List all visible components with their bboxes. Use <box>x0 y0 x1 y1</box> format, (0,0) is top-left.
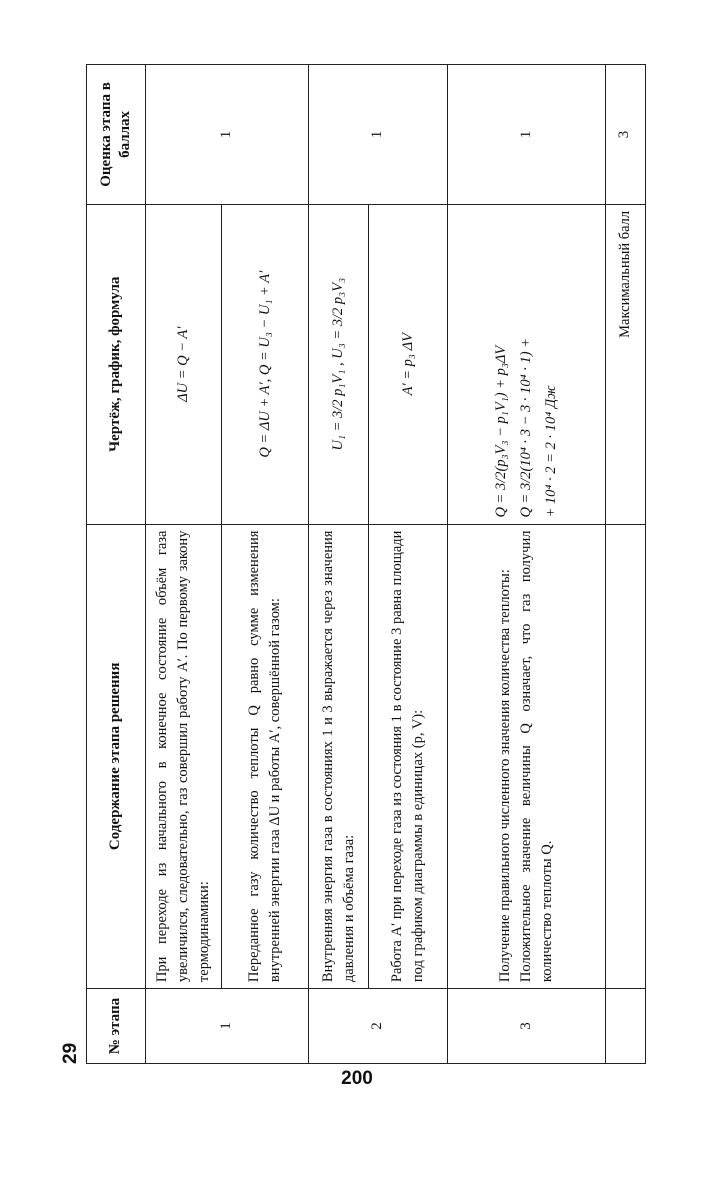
header-row <box>87 65 146 1064</box>
header-score: Оценка этапа в баллах <box>87 65 146 205</box>
stage-score: 1 <box>448 65 605 205</box>
solution-table <box>86 64 646 1064</box>
stage-number: 1 <box>145 989 308 1064</box>
stage-text: Работа A′ при переходе газа из состояния 1 в состояние 3 равна площади под графиком диаграммы в единицах (p, V): <box>369 524 448 989</box>
empty-cell <box>605 989 645 1064</box>
header-stage-num: № этапа <box>87 989 146 1064</box>
stage-text: Переданное газу количество теплоты Q равно сумме изменения внутренней энергии газа ΔU и работы A′, совершённой газом: <box>222 524 309 989</box>
stage-score: 1 <box>145 65 308 205</box>
stage-score: 1 <box>308 65 447 205</box>
stage-number: 3 <box>448 989 605 1064</box>
stage-formula: A′ = p₃ ΔV <box>369 204 448 524</box>
table-row <box>145 65 222 1064</box>
stage-formula: Q = 3/2(p₃V₃ − p₁V₁) + p₃ΔV Q = 3/2(10⁴ · 3 − 3 · 10⁴ · 1) + + 10⁴ · 2 = 2 · 10⁴ Дж <box>448 204 605 524</box>
stage-number: 2 <box>308 989 447 1064</box>
stage-text: При переходе из начального в конечное состояние объём газа увеличился, следовательно, газ совершил работу A′. По первому закону термодинамики: <box>145 524 222 989</box>
table-row <box>369 65 448 1064</box>
table-row <box>308 65 369 1064</box>
stage-formula: U₁ = 3/2 p₁V₁ , U₃ = 3/2 p₃V₃ <box>308 204 369 524</box>
header-content: Содержание этапа решения <box>87 524 146 989</box>
stage-text: Получение правильного численного значения количества теплоты: Положительное значение величины Q означает, что газ получил количество теплоты Q. <box>448 524 605 989</box>
header-formula: Чертёж, график, формула <box>87 204 146 524</box>
max-score-row <box>605 65 645 1064</box>
max-score-value: 3 <box>605 65 645 205</box>
rotated-page <box>60 64 646 1064</box>
empty-cell <box>605 524 645 989</box>
table-row <box>222 65 309 1064</box>
task-number: 29 <box>60 1042 81 1064</box>
stage-text: Внутренняя энергия газа в состояниях 1 и 3 выражается через значения давления и объёма газа: <box>308 524 369 989</box>
table-row <box>448 65 605 1064</box>
stage-formula: Q = ΔU + A′, Q = U₃ − U₁ + A′ <box>222 204 309 524</box>
stage-formula: ΔU = Q − A′ <box>145 204 222 524</box>
max-score-label: Максимальный балл <box>605 204 645 524</box>
page-number: 200 <box>341 1068 373 1089</box>
